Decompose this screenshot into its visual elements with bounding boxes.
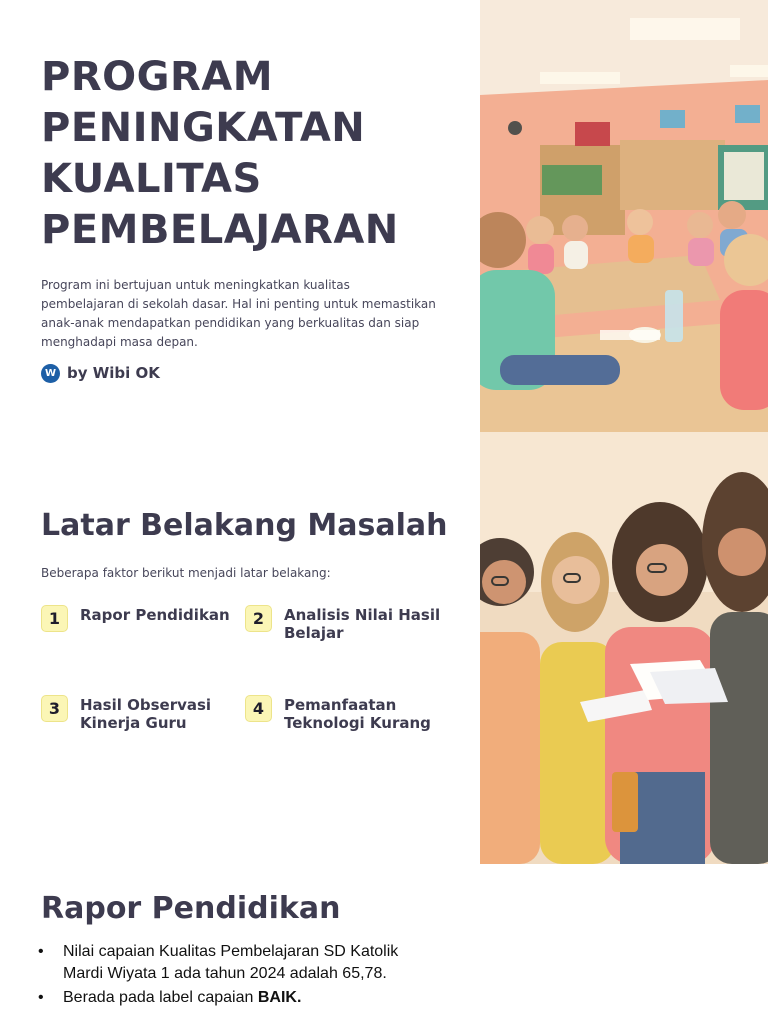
factor-item bbox=[41, 695, 240, 732]
section-description: Beberapa faktor berikut menjadi latar belakang: bbox=[41, 566, 331, 580]
author-name: by Wibi OK bbox=[67, 364, 160, 382]
classroom-photo bbox=[480, 0, 768, 432]
factor-number-badge: 4 bbox=[245, 695, 272, 722]
bullet-text: Nilai capaian Kualitas Pembelajaran SD Katolik Mardi Wiyata 1 ada tahun 2024 adalah 65,78. bbox=[63, 943, 399, 982]
author-byline bbox=[41, 363, 160, 383]
factor-number-badge: 2 bbox=[245, 605, 272, 632]
teachers-photo bbox=[480, 432, 768, 864]
factor-label: Analisis Nilai Hasil Belajar bbox=[284, 606, 441, 642]
rapor-bullet-list bbox=[41, 941, 441, 1011]
avatar: W bbox=[41, 364, 60, 383]
factor-label: Hasil Observasi Kinerja Guru bbox=[80, 696, 212, 732]
factor-number-badge: 1 bbox=[41, 605, 68, 632]
section-title: Latar Belakang Masalah bbox=[41, 508, 448, 543]
rapor-title: Rapor Pendidikan bbox=[41, 891, 341, 926]
program-description: Program ini bertujuan untuk meningkatkan kualitas pembelajaran di sekolah dasar. Hal ini penting untuk memastikan anak-anak mendapatkan pendidikan yang berkualitas dan siap menghadapi masa depan. bbox=[41, 278, 436, 349]
title-line-2: PENINGKATAN bbox=[41, 105, 366, 151]
factor-item bbox=[245, 695, 444, 732]
title-line-3: KUALITAS bbox=[41, 156, 262, 202]
factor-item bbox=[41, 605, 240, 632]
factor-label: Rapor Pendidikan bbox=[80, 606, 230, 624]
factor-label: Pemanfaatan Teknologi Kurang bbox=[284, 696, 431, 732]
title-line-1: PROGRAM bbox=[41, 54, 274, 100]
capaian-label: BAIK. bbox=[257, 989, 302, 1006]
page-title bbox=[41, 52, 461, 256]
factor-item bbox=[245, 605, 444, 642]
list-item bbox=[41, 987, 441, 1009]
title-line-4: PEMBELAJARAN bbox=[41, 207, 399, 253]
bullet-text: Berada pada label capaian bbox=[63, 989, 258, 1006]
factor-number-badge: 3 bbox=[41, 695, 68, 722]
list-item bbox=[41, 941, 441, 985]
